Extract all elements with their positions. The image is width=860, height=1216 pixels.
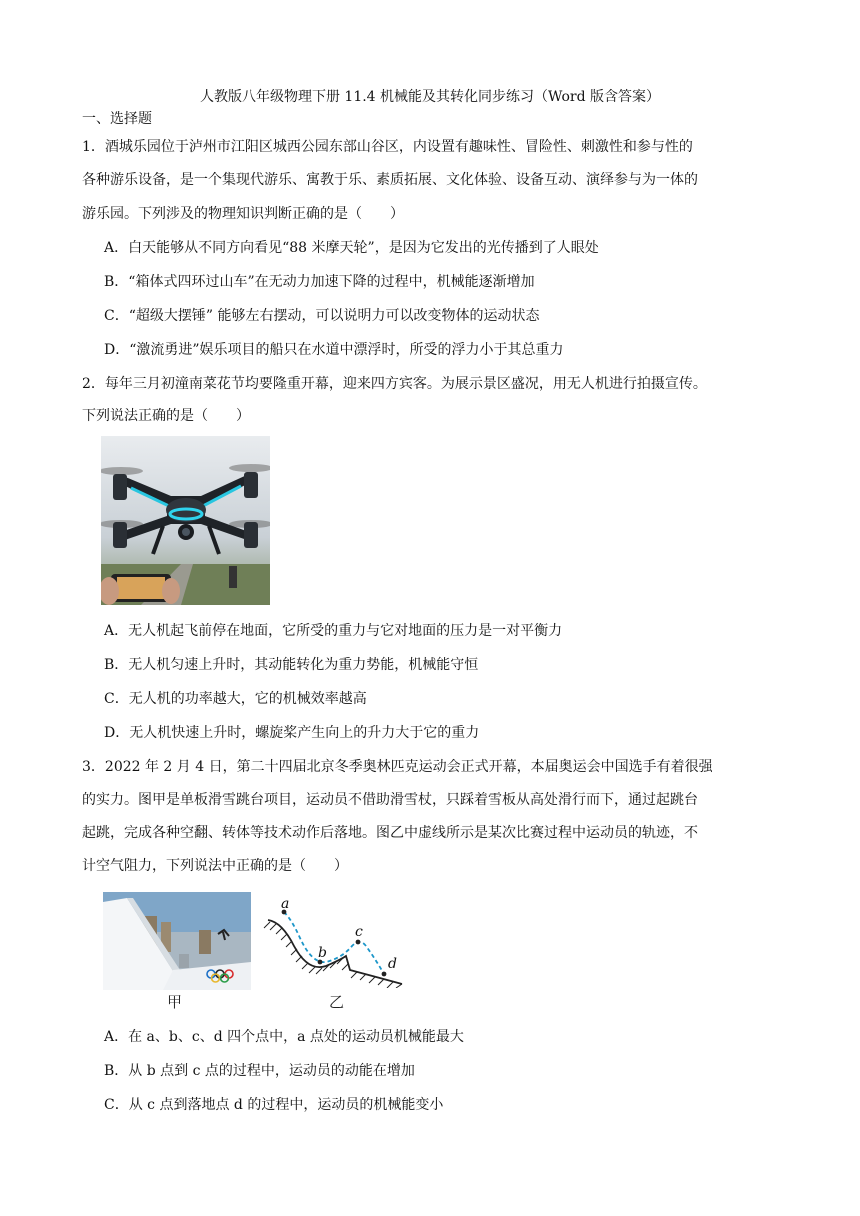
point-label-b: b bbox=[318, 945, 327, 961]
point-label-d: d bbox=[388, 956, 397, 972]
q3-stem-line: 3．2022 年 2 月 4 日，第二十四届北京冬季奥林匹克运动会正式开幕，本届奥运会中国选手有着很强 bbox=[82, 759, 713, 775]
q1-option-b: B．“箱体式四环过山车”在无动力加速下降的过程中，机械能逐渐增加 bbox=[104, 274, 535, 290]
q2-option-a: A．无人机起飞前停在地面，它所受的重力与它对地面的压力是一对平衡力 bbox=[104, 623, 563, 639]
q1-option-c: C．“超级大摆锤” 能够左右摆动，可以说明力可以改变物体的运动状态 bbox=[104, 308, 540, 324]
q1-stem-line: 各种游乐设备，是一个集现代游乐、寓教于乐、素质拓展、文化体验、设备互动、演绎参与为一体的 bbox=[82, 172, 698, 188]
q1-option-a: A．白天能够从不同方向看见“88 米摩天轮”，是因为它发出的光传播到了人眼处 bbox=[104, 240, 599, 256]
q3-option-a: A．在 a、b、c、d 四个点中，a 点处的运动员机械能最大 bbox=[104, 1029, 464, 1045]
q3-stem-line: 起跳，完成各种空翻、转体等技术动作后落地。图乙中虚线所示是某次比赛过程中运动员的轨迹，不 bbox=[82, 825, 698, 841]
figure-caption-jia: 甲 bbox=[167, 993, 183, 1011]
q1-stem-line: 游乐园。下列涉及的物理知识判断正确的是（ ） bbox=[82, 206, 404, 222]
figure-caption-yi: 乙 bbox=[329, 993, 345, 1011]
q3-stem-line: 计空气阻力，下列说法中正确的是（ ） bbox=[82, 858, 348, 874]
q2-stem-line: 下列说法正确的是（ ） bbox=[82, 408, 250, 424]
point-label-a: a bbox=[281, 896, 290, 912]
q2-option-d: D．无人机快速上升时，螺旋桨产生向上的升力大于它的重力 bbox=[104, 725, 480, 741]
q3-option-c: C．从 c 点到落地点 d 的过程中，运动员的机械能变小 bbox=[104, 1097, 444, 1113]
q1-stem-line: 1．酒城乐园位于泸州市江阳区城西公园东部山谷区，内设置有趣味性、冒险性、刺激性和参与性的 bbox=[82, 139, 693, 155]
q1-option-d: D．“激流勇进”娱乐项目的船只在水道中漂浮时，所受的浮力小于其总重力 bbox=[104, 342, 564, 358]
q3-stem-line: 的实力。图甲是单板滑雪跳台项目，运动员不借助滑雪杖，只踩着雪板从高处滑行而下，通过起跳台 bbox=[82, 792, 698, 808]
section-heading: 一、选择题 bbox=[82, 111, 152, 127]
q3-option-b: B．从 b 点到 c 点的过程中，运动员的动能在增加 bbox=[104, 1063, 415, 1079]
drone-photo bbox=[101, 436, 270, 605]
trajectory-diagram bbox=[262, 894, 408, 988]
q2-stem-line: 2．每年三月初潼南菜花节均要隆重开幕，迎来四方宾客。为展示景区盛况，用无人机进行拍摄宣传。 bbox=[82, 376, 707, 392]
ski-jump-photo bbox=[103, 892, 251, 990]
q2-option-c: C．无人机的功率越大，它的机械效率越高 bbox=[104, 691, 367, 707]
q2-option-b: B．无人机匀速上升时，其动能转化为重力势能，机械能守恒 bbox=[104, 657, 479, 673]
document-title: 人教版八年级物理下册 11.4 机械能及其转化同步练习（Word 版含答案） bbox=[199, 89, 661, 105]
point-label-c: c bbox=[355, 924, 363, 940]
